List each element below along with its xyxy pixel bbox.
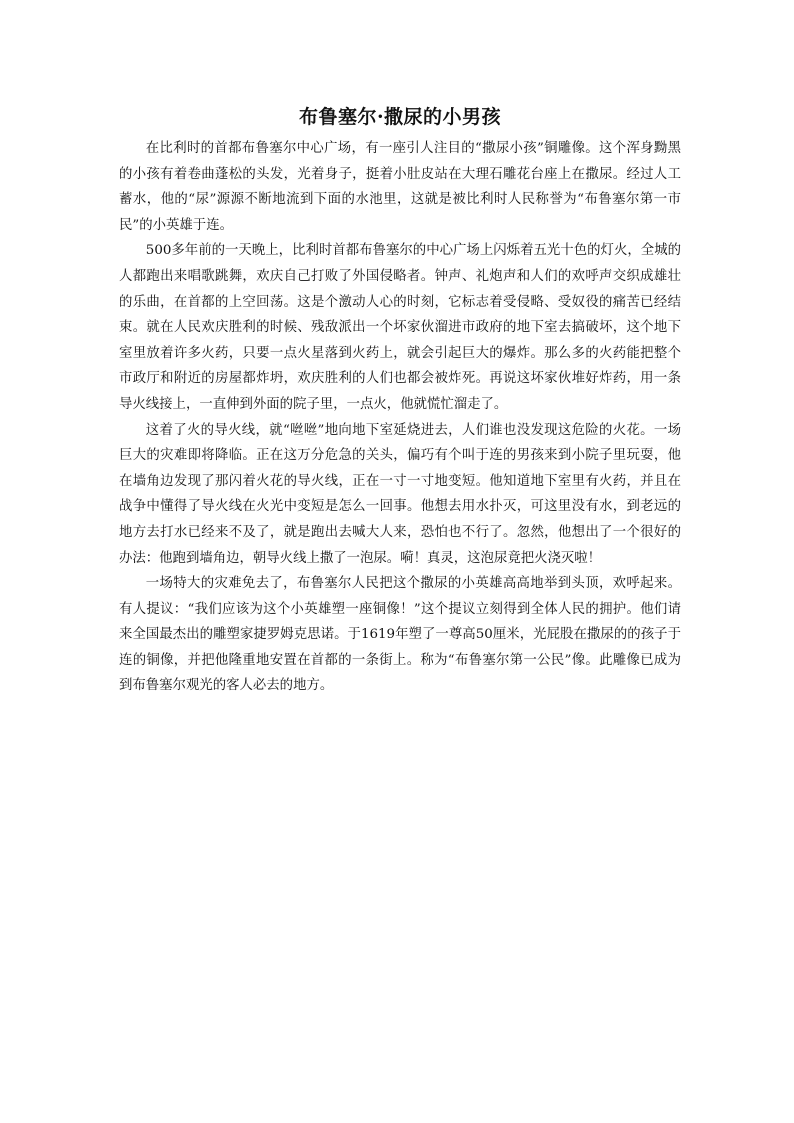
paragraph-3: 这着了火的导火线，就“咝咝”地向地下室延烧进去，人们谁也没发现这危险的火花。一场巨大的灾难即将降临。正在这万分危急的关头，偏巧有个叫于连的男孩来到小院子里玩耍，他在墙角边发现了那闪着火花的导火线，正在一寸一寸地变短。他知道地下室里有火药，并且在战争中懂得了导火线在火光中变短是怎么一回事。他想去用水扑灭，可这里没有水，到老远的地方去打水已经来不及了，就是跑出去喊大人来，恐怕也不行了。忽然，他想出了一个很好的办法：他跑到墙角边，朝导火线上撒了一泡尿。嗬！真灵，这泡尿竟把火浇灭啦！: [119, 422, 681, 566]
document-title: 布鲁塞尔·撒尿的小男孩: [298, 106, 502, 128]
document-page: [119, 104, 681, 699]
paragraph-2: 500多年前的一天晚上，比利时首都布鲁塞尔的中心广场上闪烁着五光十色的灯火，全城的人都跑出来唱歌跳舞，欢庆自己打败了外国侵略者。钟声、礼炮声和人们的欢呼声交织成雄壮的乐曲，在首都的上空回荡。这是个激动人心的时刻，它标志着受侵略、受奴役的痛苦已经结束。就在人民欢庆胜利的时候、残敌派出一个坏家伙溜进市政府的地下室去搞破坏，这个地下室里放着许多火药，只要一点火星落到火药上，就会引起巨大的爆炸。那么多的火药能把整个市政厅和附近的房屋都炸坍，欢庆胜利的人们也都会被炸死。再说这坏家伙堆好炸药，用一条导火线接上，一直伸到外面的院子里，一点火，他就慌忙溜走了。: [119, 243, 681, 412]
paragraph-4: 一场特大的灾难免去了，布鲁塞尔人民把这个撒尿的小英雄高高地举到头顶，欢呼起来。有人提议：“我们应该为这个小英雄塑一座铜像！”这个提议立刻得到全体人民的拥护。他们请来全国最杰出的雕塑家捷罗姆克思诺。于1619年塑了一尊高50厘米，光屁股在撒尿的的孩子于连的铜像，并把他隆重地安置在首都的一条街上。称为“布鲁塞尔第一公民”像。此雕像已成为到布鲁塞尔观光的客人必去的地方。: [119, 576, 681, 694]
paragraph-1: 在比利时的首都布鲁塞尔中心广场，有一座引人注目的“撒尿小孩”铜雕像。这个浑身黝黑的小孩有着卷曲蓬松的头发，光着身子，挺着小肚皮站在大理石雕花台座上在撒尿。经过人工蓄水，他的“尿”源源不断地流到下面的水池里，这就是被比利时人民称誉为“布鲁塞尔第一市民”的小英雄于连。: [119, 141, 681, 233]
